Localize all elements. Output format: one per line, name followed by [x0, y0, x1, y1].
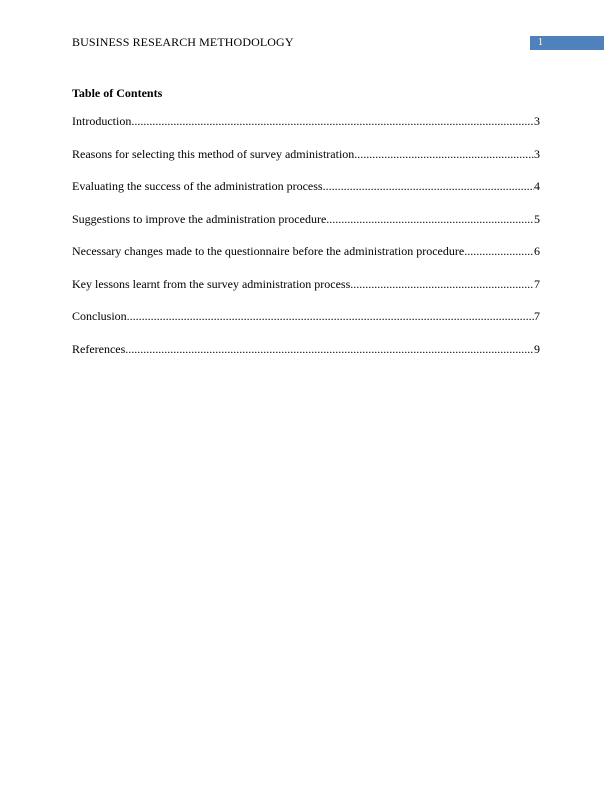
table-of-contents — [72, 114, 540, 374]
toc-entry-page: 3 — [534, 146, 540, 161]
toc-entry-conclusion[interactable] — [72, 309, 540, 323]
toc-dot-leader — [326, 212, 534, 226]
toc-entry-page: 6 — [534, 244, 540, 258]
toc-entry-title: Necessary changes made to the questionnaire before the administration procedure — [72, 244, 465, 258]
toc-entry-evaluating[interactable] — [72, 179, 540, 193]
toc-entry-necessary-changes[interactable] — [72, 244, 540, 258]
toc-entry-references[interactable] — [72, 342, 540, 356]
toc-dot-leader — [127, 309, 534, 323]
toc-dot-leader — [323, 179, 534, 193]
toc-entry-page: 7 — [534, 276, 540, 291]
toc-entry-page: 4 — [534, 179, 540, 193]
page-number: 1 — [538, 37, 543, 48]
toc-dot-leader — [464, 244, 534, 258]
page-number-badge — [530, 36, 604, 50]
toc-entry-key-lessons[interactable] — [72, 277, 540, 291]
toc-entry-title: Conclusion — [72, 309, 127, 323]
toc-entry-title: Reasons for selecting this method of survey administration — [72, 146, 355, 161]
toc-entry-title: Key lessons learnt from the survey administration process — [72, 276, 351, 291]
toc-entry-page: 3 — [534, 114, 540, 128]
toc-dot-leader — [125, 342, 534, 356]
toc-entry-title: Introduction — [72, 114, 132, 128]
toc-entry-title: Evaluating the success of the administration process — [72, 179, 323, 193]
toc-entry-suggestions[interactable] — [72, 212, 540, 226]
toc-entry-introduction[interactable] — [72, 114, 540, 128]
toc-entry-page: 5 — [534, 211, 540, 226]
toc-entry-page: 9 — [534, 341, 540, 356]
toc-dot-leader — [350, 277, 534, 291]
toc-dot-leader — [354, 147, 534, 161]
toc-entry-title: References — [72, 341, 126, 356]
toc-entry-title: Suggestions to improve the administration procedure — [72, 211, 327, 226]
toc-entry-reasons[interactable] — [72, 147, 540, 161]
toc-dot-leader — [131, 114, 534, 128]
running-header-title: BUSINESS RESEARCH METHODOLOGY — [72, 35, 294, 49]
toc-entry-page: 7 — [534, 309, 540, 323]
toc-heading: Table of Contents — [72, 86, 163, 100]
